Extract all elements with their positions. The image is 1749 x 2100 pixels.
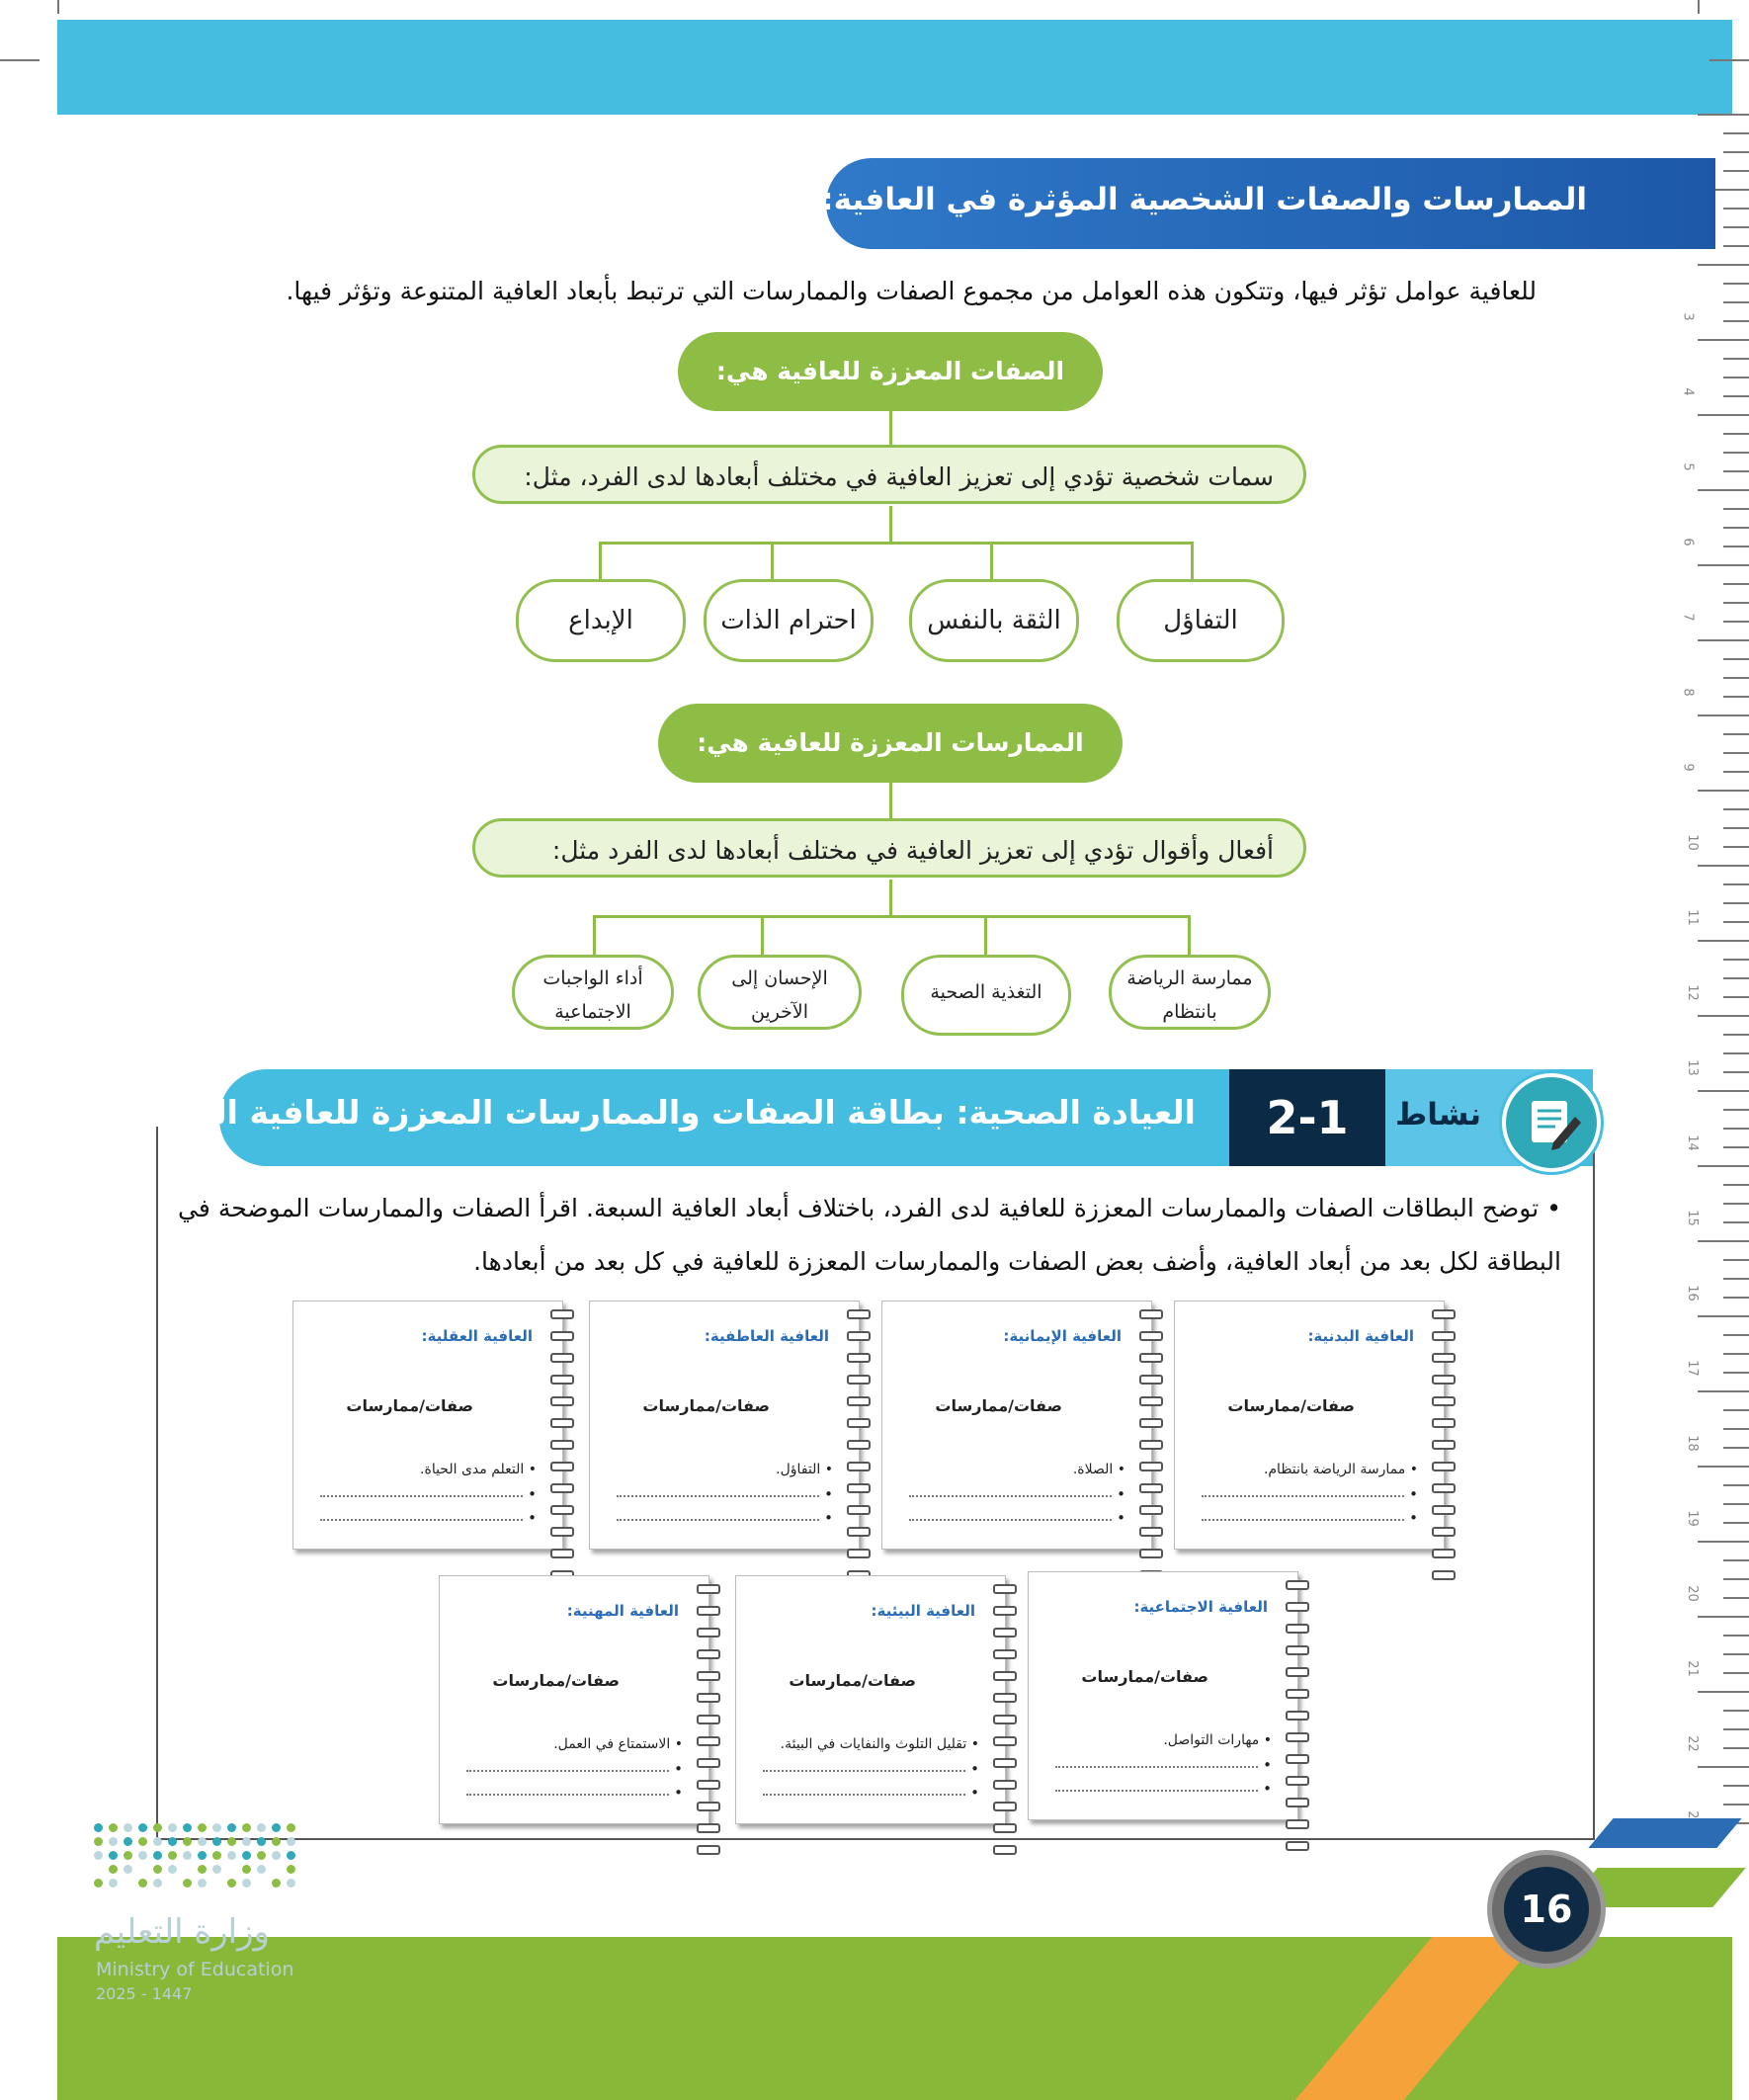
spiral-binding (550, 1309, 574, 1547)
bullet: • (970, 1760, 979, 1778)
section-title-banner (821, 158, 1715, 249)
ruler-number: 11 (1684, 909, 1700, 926)
ruler-tick (1723, 151, 1749, 153)
ruler-tick (1723, 1578, 1749, 1580)
blank-line[interactable] (1055, 1790, 1258, 1792)
logo-dot (138, 1851, 147, 1860)
practice-healthy-nutrition (901, 955, 1071, 1036)
logo-dot (242, 1879, 251, 1888)
ruler-tick (1698, 1466, 1749, 1468)
ruler-tick (1723, 508, 1749, 510)
blank-line[interactable] (909, 1519, 1112, 1521)
card-subtitle: صفات/ممارسات (935, 1396, 1062, 1415)
crop-mark (1709, 59, 1749, 61)
logo-dot (212, 1865, 221, 1874)
card-item: • مهارات التواصل. (1163, 1732, 1272, 1748)
ruler-number: 7 (1680, 613, 1696, 622)
logo-dot (272, 1823, 281, 1832)
ruler-tick (1723, 1672, 1749, 1674)
logo-dot (153, 1879, 162, 1888)
ruler-tick (1723, 433, 1749, 435)
ruler-tick (1723, 1353, 1749, 1355)
spiral-binding (697, 1584, 720, 1821)
ruler-number: 14 (1684, 1134, 1700, 1151)
ruler-tick (1698, 1090, 1749, 1092)
logo-year: 2025 - 1447 (96, 1984, 193, 2003)
spiral-binding (993, 1584, 1017, 1821)
ruler-number: 12 (1684, 984, 1700, 1001)
blank-line[interactable] (763, 1794, 965, 1796)
logo-dot (124, 1865, 132, 1874)
ruler-tick (1723, 733, 1749, 735)
ruler-tick (1698, 1015, 1749, 1017)
crop-mark (0, 59, 40, 61)
ruler-tick (1723, 546, 1749, 547)
ruler-tick (1698, 790, 1749, 792)
ruler-tick (1723, 1146, 1749, 1148)
bullet: • (824, 1509, 833, 1527)
logo-dot (94, 1879, 103, 1888)
activity-label: نشاط (1395, 1097, 1482, 1133)
practice-line-2: الاجتماعية (554, 1001, 631, 1023)
connector (599, 542, 602, 581)
logo-dot (94, 1851, 103, 1860)
ruler-tick (1723, 658, 1749, 660)
logo-dot (109, 1823, 118, 1832)
blank-line[interactable] (909, 1495, 1112, 1497)
ruler-tick (1723, 226, 1749, 228)
ruler-tick (1723, 1221, 1749, 1223)
ruler-tick (1723, 132, 1749, 134)
ruler-tick (1698, 940, 1749, 942)
logo-dot (198, 1823, 207, 1832)
connector (599, 542, 1192, 545)
spiral-binding (1286, 1580, 1309, 1817)
ruler-tick (1723, 771, 1749, 773)
card-title: العافية الاجتماعية: (1133, 1598, 1268, 1616)
pencil-notes-icon (1502, 1073, 1601, 1172)
logo-dot (257, 1823, 266, 1832)
card-item: • الاستمتاع في العمل. (553, 1736, 683, 1752)
blank-line[interactable] (1202, 1495, 1404, 1497)
connector (889, 506, 892, 542)
card-title: العافية البيئية: (871, 1602, 975, 1620)
ruler-number: 3 (1680, 312, 1696, 321)
connector (771, 542, 774, 581)
logo-dot (153, 1837, 162, 1846)
logo-dot (257, 1865, 266, 1874)
ruler-tick (1698, 1766, 1749, 1768)
ruler-tick (1723, 977, 1749, 979)
ruler-tick (1723, 1597, 1749, 1599)
logo-dot (212, 1823, 221, 1832)
logo-dot (109, 1837, 118, 1846)
logo-dot (138, 1837, 147, 1846)
logo-dot (168, 1823, 177, 1832)
ruler-tick (1723, 677, 1749, 679)
connector (1188, 915, 1191, 957)
ruler-tick (1723, 621, 1749, 623)
decor-stripe (1588, 1818, 1741, 1848)
bullet: • (1263, 1756, 1272, 1774)
practice-line-2: بانتظام (1162, 1001, 1217, 1023)
ruler-tick (1723, 1372, 1749, 1374)
ruler-tick (1723, 395, 1749, 397)
card-social-wellness (1028, 1571, 1298, 1820)
blank-line[interactable] (763, 1770, 965, 1772)
ruler-number: 19 (1684, 1510, 1700, 1527)
ruler-tick (1698, 1691, 1749, 1693)
ruler-number: 9 (1680, 763, 1696, 772)
ruler-tick (1698, 114, 1749, 116)
ruler-tick (1698, 489, 1749, 491)
page-ruler (1680, 114, 1749, 1853)
ruler-tick (1698, 865, 1749, 867)
ruler-tick (1723, 696, 1749, 698)
spiral-binding (847, 1309, 871, 1547)
bullet: • (1117, 1509, 1125, 1527)
logo-dot (227, 1851, 236, 1860)
logo-dot (124, 1851, 132, 1860)
ruler-number: 10 (1684, 834, 1700, 851)
logo-dot (198, 1837, 207, 1846)
ruler-number: 5 (1680, 462, 1696, 471)
connector (593, 915, 1190, 918)
crop-mark (1698, 0, 1700, 14)
ruler-number: 15 (1684, 1210, 1700, 1226)
ruler-tick (1723, 996, 1749, 998)
logo-english: Ministry of Education (96, 1959, 294, 1980)
ruler-number: 6 (1680, 538, 1696, 546)
logo-dot (287, 1879, 295, 1888)
ruler-tick (1698, 564, 1749, 566)
ruler-tick (1698, 264, 1749, 266)
ruler-tick (1723, 301, 1749, 303)
ruler-tick (1723, 1635, 1749, 1637)
ruler-tick (1723, 902, 1749, 904)
logo-dot (198, 1865, 207, 1874)
logo-dot (183, 1851, 192, 1860)
connector (889, 411, 892, 447)
top-banner (57, 20, 1732, 115)
ruler-tick (1723, 1728, 1749, 1730)
blank-line[interactable] (466, 1794, 669, 1796)
logo-dot (109, 1851, 118, 1860)
logo-dot (272, 1837, 281, 1846)
ruler-tick (1723, 1203, 1749, 1205)
logo-dot (94, 1823, 103, 1832)
logo-dot (198, 1851, 207, 1860)
logo-dot (109, 1865, 118, 1874)
logo-dot (272, 1851, 281, 1860)
ruler-tick (1723, 827, 1749, 829)
logo-dot (124, 1823, 132, 1832)
bullet: • (1409, 1509, 1418, 1527)
ruler-tick (1723, 170, 1749, 172)
logo-dot (109, 1879, 118, 1888)
section-title: الممارسات والصفات الشخصية المؤثرة في العافية: (821, 182, 1587, 217)
blank-line[interactable] (320, 1495, 523, 1497)
connector (761, 915, 764, 957)
ruler-tick (1723, 358, 1749, 360)
logo-dot (198, 1879, 207, 1888)
logo-dot (287, 1851, 295, 1860)
spiral-binding (1432, 1309, 1456, 1547)
blank-line[interactable] (617, 1519, 819, 1521)
ruler-tick (1723, 377, 1749, 378)
card-subtitle: صفات/ممارسات (642, 1396, 770, 1415)
ruler-tick (1723, 1184, 1749, 1186)
trait-self-respect: احترام الذات (704, 579, 874, 662)
logo-dot (168, 1865, 177, 1874)
practice-social-duties (512, 955, 674, 1030)
ruler-number: 22 (1684, 1735, 1700, 1752)
bullet: • (1409, 1485, 1418, 1503)
logo-dot (287, 1837, 295, 1846)
activity-title: العيادة الصحية: بطاقة الصفات والممارسات المعززة للعافية الشاملة. (103, 1093, 1196, 1132)
ruler-number: 13 (1684, 1059, 1700, 1076)
connector (990, 542, 993, 581)
ruler-tick (1723, 846, 1749, 848)
ruler-number: 4 (1680, 387, 1696, 396)
practice-kindness (698, 955, 862, 1030)
logo-dot (242, 1837, 251, 1846)
ruler-tick (1723, 208, 1749, 210)
trait-self-confidence: الثقة بالنفس (909, 579, 1079, 662)
logo-dot (287, 1823, 295, 1832)
logo-dot (257, 1851, 266, 1860)
blank-line[interactable] (1202, 1519, 1404, 1521)
card-title: العافية الإيمانية: (1003, 1327, 1122, 1345)
bullet: • (970, 1784, 979, 1802)
card-item: • الصلاة. (1072, 1462, 1125, 1477)
ruler-number: 8 (1680, 688, 1696, 697)
logo-dot (183, 1837, 192, 1846)
connector (1191, 542, 1194, 581)
blank-line[interactable] (1055, 1766, 1258, 1768)
logo-dot (257, 1837, 266, 1846)
ruler-number: 20 (1684, 1585, 1700, 1602)
blank-line[interactable] (617, 1495, 819, 1497)
ruler-tick (1723, 1747, 1749, 1749)
practices-heading: الممارسات المعززة للعافية هي: (658, 704, 1123, 783)
logo-dot (153, 1823, 162, 1832)
logo-dot (227, 1823, 236, 1832)
ruler-tick (1723, 527, 1749, 529)
logo-dot (183, 1823, 192, 1832)
card-title: العافية المهنية: (566, 1602, 679, 1620)
logo-dot (124, 1837, 132, 1846)
ruler-tick (1723, 1785, 1749, 1787)
trait-creativity: الإبداع (516, 579, 686, 662)
blank-line[interactable] (466, 1770, 669, 1772)
ruler-tick (1723, 1409, 1749, 1411)
logo-dot (212, 1851, 221, 1860)
activity-instructions: • توضح البطاقات الصفات والممارسات المعززة للعافية لدى الفرد، باختلاف أبعاد العافية السبعة. اقرأ الصفات والممارسات الموضحة في البطاقة لكل بعد من أبعاد العافية، وأضف بعض الصفات والممارسات المعززة للعافية في كل بعد من أبعادها. (178, 1194, 1561, 1276)
spiral-binding (1139, 1309, 1163, 1547)
practice-line-1: أداء الواجبات (542, 967, 643, 989)
card-item: • التعلم مدى الحياة. (420, 1462, 537, 1477)
ruler-tick (1723, 883, 1749, 885)
ruler-tick (1723, 452, 1749, 454)
card-item: • التفاؤل. (776, 1462, 833, 1477)
card-spiritual-wellness (881, 1301, 1152, 1550)
trait-optimism: التفاؤل (1117, 579, 1285, 662)
card-occupational-wellness (439, 1575, 709, 1824)
bullet: • (1117, 1485, 1125, 1503)
card-emotional-wellness (589, 1301, 860, 1550)
traits-heading: الصفات المعززة للعافية هي: (678, 332, 1103, 411)
card-title: العافية العقلية: (421, 1327, 533, 1345)
traits-definition: سمات شخصية تؤدي إلى تعزيز العافية في مختلف أبعادها لدى الفرد، مثل: (472, 445, 1306, 504)
logo-dot (168, 1851, 177, 1860)
ruler-number: 21 (1684, 1660, 1700, 1677)
logo-dot (272, 1879, 281, 1888)
ruler-tick (1698, 339, 1749, 341)
card-title: العافية البدنية: (1307, 1327, 1414, 1345)
ruler-tick (1723, 1710, 1749, 1712)
ruler-tick (1723, 921, 1749, 923)
blank-line[interactable] (320, 1519, 523, 1521)
logo-dot (227, 1837, 236, 1846)
ruler-tick (1698, 1240, 1749, 1242)
logo-dot (242, 1851, 251, 1860)
ruler-tick (1723, 1259, 1749, 1261)
card-subtitle: صفات/ممارسات (789, 1671, 916, 1690)
ruler-tick (1698, 714, 1749, 716)
logo-dot (183, 1879, 192, 1888)
logo-dot (168, 1837, 177, 1846)
bullet: • (528, 1509, 537, 1527)
bullet: • (528, 1485, 537, 1503)
practice-line-1: الإحسان إلى (731, 967, 828, 989)
crop-mark (57, 0, 59, 14)
ruler-tick (1723, 583, 1749, 585)
connector (889, 880, 892, 915)
page-number: 16 (1504, 1867, 1589, 1952)
connector (593, 915, 596, 957)
connector (889, 783, 892, 818)
ruler-tick (1723, 1428, 1749, 1430)
logo-dot (212, 1837, 221, 1846)
ruler-tick (1723, 320, 1749, 322)
logo-dot (153, 1865, 162, 1874)
card-item: • ممارسة الرياضة بانتظام. (1263, 1462, 1418, 1477)
logo-dot (138, 1879, 147, 1888)
ruler-tick (1723, 1522, 1749, 1524)
ruler-tick (1698, 639, 1749, 641)
ruler-tick (1723, 808, 1749, 810)
ruler-tick (1698, 1541, 1749, 1543)
ruler-tick (1723, 1109, 1749, 1111)
ruler-tick (1723, 1034, 1749, 1036)
ruler-tick (1723, 1052, 1749, 1054)
bullet: • (1263, 1780, 1272, 1798)
ruler-tick (1698, 1165, 1749, 1167)
card-subtitle: صفات/ممارسات (346, 1396, 473, 1415)
card-physical-wellness (1174, 1301, 1445, 1550)
logo-dot (287, 1865, 295, 1874)
ruler-tick (1698, 1616, 1749, 1618)
ruler-tick (1723, 1447, 1749, 1449)
ruler-number: 18 (1684, 1435, 1700, 1452)
practice-line-2: الآخرين (750, 1001, 809, 1023)
logo-arabic: وزارة التعليم (94, 1912, 270, 1952)
card-environmental-wellness (735, 1575, 1006, 1824)
bullet: • (674, 1784, 683, 1802)
ruler-tick (1723, 602, 1749, 604)
bullet: • (824, 1485, 833, 1503)
ruler-tick (1723, 1503, 1749, 1505)
ruler-tick (1723, 1297, 1749, 1299)
ruler-tick (1723, 1334, 1749, 1336)
card-subtitle: صفات/ممارسات (1081, 1667, 1208, 1686)
logo-dot (242, 1865, 251, 1874)
card-subtitle: صفات/ممارسات (492, 1671, 620, 1690)
logo-dot (242, 1823, 251, 1832)
ruler-tick (1723, 1559, 1749, 1561)
card-intellectual-wellness (292, 1301, 563, 1550)
ruler-tick (1698, 1315, 1749, 1317)
connector (984, 915, 987, 957)
ruler-tick (1723, 283, 1749, 285)
logo-dot (153, 1851, 162, 1860)
bullet: • (674, 1760, 683, 1778)
practices-definition: أفعال وأقوال تؤدي إلى تعزيز العافية في مختلف أبعادها لدى الفرد مثل: (472, 818, 1306, 878)
ruler-tick (1723, 1071, 1749, 1073)
ruler-tick (1723, 959, 1749, 961)
practice-exercise (1109, 955, 1271, 1030)
ruler-tick (1698, 414, 1749, 416)
ruler-tick (1723, 1804, 1749, 1806)
practice-line-1: ممارسة الرياضة (1126, 967, 1253, 989)
ruler-number: 16 (1684, 1285, 1700, 1302)
logo-dot (94, 1837, 103, 1846)
ruler-tick (1723, 470, 1749, 472)
ruler-tick (1698, 1390, 1749, 1392)
card-title: العافية العاطفية: (704, 1327, 829, 1345)
practice-line-1: التغذية الصحية (930, 981, 1042, 1003)
ruler-tick (1723, 752, 1749, 754)
card-item: • تقليل التلوث والنفايات في البيئة. (780, 1736, 979, 1752)
logo-dot (138, 1823, 147, 1832)
logo-dot (227, 1879, 236, 1888)
ruler-tick (1723, 245, 1749, 247)
ruler-tick (1723, 1278, 1749, 1280)
intro-paragraph: للعافية عوامل تؤثر فيها، وتتكون هذه العوامل من مجموع الصفات والممارسات التي ترتبط بأبعاد العافية المتنوعة وتؤثر فيها. (286, 277, 1537, 305)
ruler-number: 17 (1684, 1360, 1700, 1377)
ruler-tick (1723, 1653, 1749, 1655)
activity-number: 2-1 (1229, 1069, 1385, 1166)
card-subtitle: صفات/ممارسات (1227, 1396, 1355, 1415)
ruler-tick (1723, 1128, 1749, 1130)
ruler-tick (1723, 1484, 1749, 1486)
